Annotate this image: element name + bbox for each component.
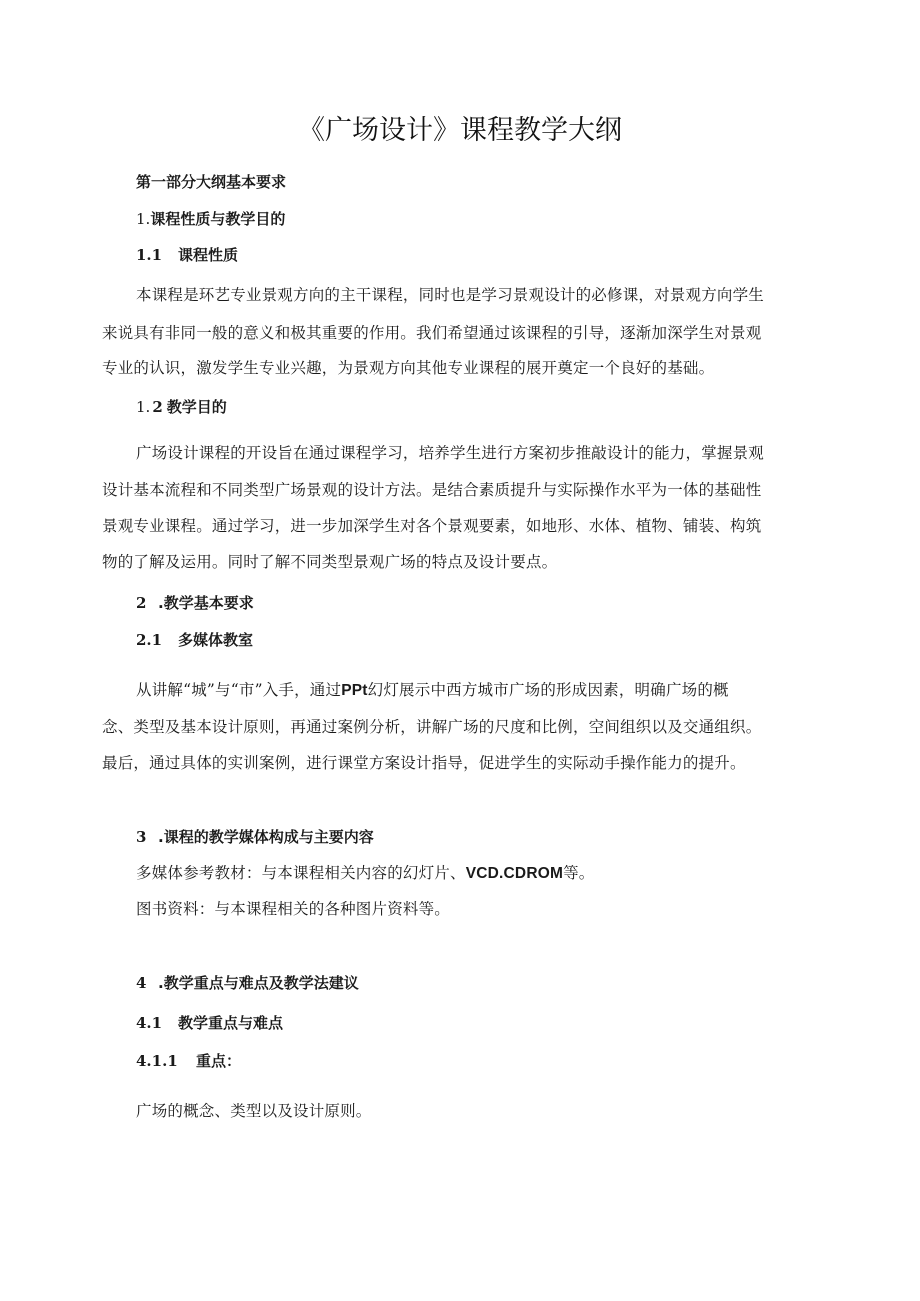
section-1-2-heading bbox=[136, 397, 227, 417]
section-label: 重点： bbox=[196, 1052, 242, 1070]
section-number-prefix: 1. bbox=[136, 398, 151, 416]
text-span: 幻灯展示中西方城市广场的形成因素，明确广场的概 bbox=[367, 681, 729, 699]
paragraph-line: 物的了解及运用。同时了解不同类型景观广场的特点及设计要点。 bbox=[102, 553, 558, 571]
paragraph-line: 景观专业课程。通过学习，进一步加深学生对各个景观要素，如地形、水体、植物、铺装、构筑 bbox=[102, 517, 762, 535]
section-4-heading bbox=[136, 973, 359, 993]
text-span: 多媒体参考教材：与本课程相关内容的幻灯片、 bbox=[136, 864, 466, 882]
section-3-heading bbox=[136, 827, 374, 847]
section-2-heading bbox=[136, 593, 254, 613]
section-number: 2.1 bbox=[136, 631, 163, 649]
section-1-heading bbox=[136, 209, 285, 229]
section-number: 4 bbox=[136, 974, 147, 992]
section-4-1-heading bbox=[136, 1013, 283, 1033]
paragraph-line: 最后，通过具体的实训案例，进行课堂方案设计指导，促进学生的实际动手操作能力的提升。 bbox=[102, 754, 746, 772]
paragraph-line: 专业的认识，激发学生专业兴趣，为景观方向其他专业课程的展开奠定一个良好的基础。 bbox=[102, 359, 715, 377]
page-title: 《广场设计》课程教学大纲 bbox=[298, 115, 622, 146]
paragraph-line bbox=[136, 863, 595, 884]
paragraph-line: 图书资料：与本课程相关的各种图片资料等。 bbox=[136, 900, 451, 918]
section-number: 1.1 bbox=[136, 246, 163, 264]
section-label: .教学重点与难点及教学法建议 bbox=[158, 974, 359, 992]
text-span: 等。 bbox=[563, 864, 595, 882]
paragraph-line bbox=[136, 680, 729, 701]
section-label: 多媒体教室 bbox=[178, 631, 254, 649]
paragraph-line: 广场设计课程的开设旨在通过课程学习，培养学生进行方案初步推敲设计的能力，掌握景观 bbox=[136, 444, 765, 462]
section-number: 1. bbox=[136, 210, 151, 228]
text-span: 从讲解“城”与“市”入手，通过 bbox=[136, 681, 342, 699]
paragraph-line: 念、类型及基本设计原则，再通过案例分析，讲解广场的尺度和比例，空间组织以及交通组织。 bbox=[102, 718, 762, 736]
paragraph-line: 设计基本流程和不同类型广场景观的设计方法。是结合素质提升与实际操作水平为一体的基础性 bbox=[102, 481, 762, 499]
section-label: .教学基本要求 bbox=[158, 594, 254, 612]
section-4-1-1-heading bbox=[136, 1051, 241, 1071]
section-number: 4.1.1 bbox=[136, 1052, 178, 1070]
section-1-1-heading bbox=[136, 245, 238, 265]
paragraph-line: 本课程是环艺专业景观方向的主干课程，同时也是学习景观设计的必修课，对景观方向学生 bbox=[136, 286, 765, 304]
section-number: 3 bbox=[136, 828, 147, 846]
section-number: 2 bbox=[136, 594, 147, 612]
section-number-suffix: 2 bbox=[152, 398, 163, 416]
media-term: VCD.CDROM bbox=[465, 865, 564, 882]
section-label: 教学目的 bbox=[166, 398, 227, 416]
section-label: 课程性质与教学目的 bbox=[150, 210, 286, 228]
section-number: 4.1 bbox=[136, 1014, 163, 1032]
section-label: 教学重点与难点 bbox=[178, 1014, 284, 1032]
ppt-term: PPt bbox=[341, 682, 368, 699]
paragraph-line: 广场的概念、类型以及设计原则。 bbox=[136, 1102, 372, 1120]
part-heading: 第一部分大纲基本要求 bbox=[136, 173, 287, 191]
section-label: 课程性质 bbox=[178, 246, 239, 264]
section-label: .课程的教学媒体构成与主要内容 bbox=[158, 828, 374, 846]
section-2-1-heading bbox=[136, 630, 253, 650]
paragraph-line: 来说具有非同一般的意义和极其重要的作用。我们希望通过该课程的引导，逐渐加深学生对景观 bbox=[102, 324, 762, 342]
